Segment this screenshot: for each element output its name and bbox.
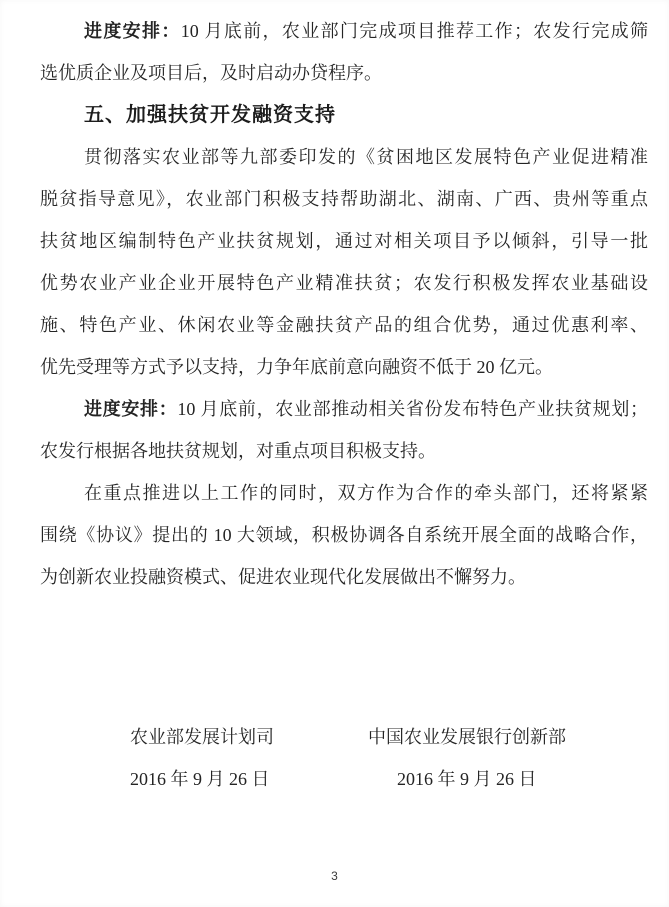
body-line: 为创新农业投融资模式、促进农业现代化发展做出不懈努力。 [40, 567, 526, 587]
body-line: 优先受理等方式予以支持，力争年底前意向融资不低于 20 亿元。 [40, 357, 553, 377]
body-line: 贯彻落实农业部等九部委印发的《贫困地区发展特色产业促进精准 [84, 147, 648, 167]
body-line: 扶贫地区编制特色产业扶贫规划，通过对相关项目予以倾斜，引导一批 [40, 231, 648, 251]
signature-date-left: 2016 年 9 月 26 日 [130, 769, 270, 789]
section-heading: 五、加强扶贫开发融资支持 [84, 104, 336, 126]
signature-org-right: 中国农业发展银行创新部 [368, 727, 566, 747]
body-line [40, 388, 648, 430]
body-line: 优势农业产业企业开展特色产业精准扶贫；农发行积极发挥农业基础设 [40, 273, 648, 293]
body-line: 农发行根据各地扶贫规划，对重点项目积极支持。 [40, 441, 436, 461]
signature-date-right: 2016 年 9 月 26 日 [397, 769, 537, 789]
body-line: 在重点推进以上工作的同时，双方作为合作的牵头部门，还将紧紧 [84, 483, 648, 503]
body-line-text: 10 月底前，农业部门完成项目推荐工作；农发行完成筛 [180, 21, 648, 41]
page-number: 3 [331, 869, 338, 883]
body-line [40, 10, 648, 52]
body-line: 选优质企业及项目后，及时启动办贷程序。 [40, 63, 382, 83]
body-line: 脱贫指导意见》，农业部门积极支持帮助湖北、湖南、广西、贵州等重点 [40, 189, 648, 209]
schedule-label: 进度安排： [84, 399, 178, 419]
body-line: 施、特色产业、休闲农业等金融扶贫产品的组合优势，通过优惠利率、 [40, 315, 648, 335]
body-line-text: 10 月底前，农业部推动相关省份发布特色产业扶贫规划； [177, 399, 648, 419]
schedule-label: 进度安排： [84, 21, 181, 41]
document-body [40, 10, 648, 598]
body-line: 围绕《协议》提出的 10 大领域，积极协调各自系统开展全面的战略合作， [40, 525, 648, 545]
signature-org-left: 农业部发展计划司 [130, 727, 274, 747]
